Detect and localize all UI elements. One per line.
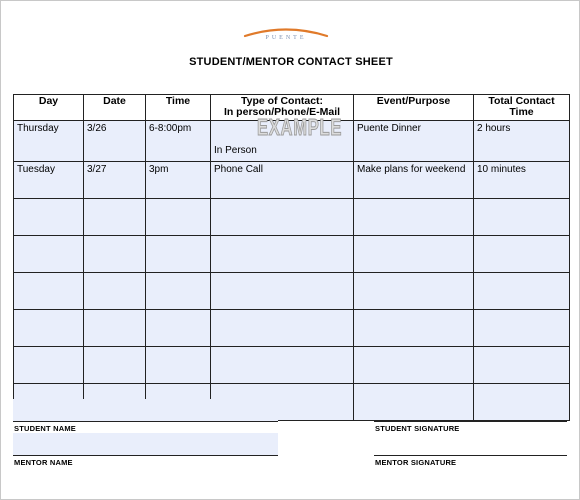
student-name-line xyxy=(13,421,278,422)
cell-time[interactable] xyxy=(146,347,211,384)
cell-time[interactable] xyxy=(146,199,211,236)
cell-total[interactable]: 10 minutes xyxy=(474,162,570,199)
cell-type[interactable] xyxy=(211,310,354,347)
cell-date[interactable]: 3/27 xyxy=(84,162,146,199)
cell-date[interactable] xyxy=(84,236,146,273)
header-total-line1: Total Contact xyxy=(488,95,555,107)
cell-total[interactable] xyxy=(474,347,570,384)
cell-total[interactable] xyxy=(474,236,570,273)
cell-type[interactable] xyxy=(211,273,354,310)
cell-event[interactable] xyxy=(354,199,474,236)
cell-day[interactable] xyxy=(14,273,84,310)
cell-total[interactable] xyxy=(474,384,570,421)
mentor-name-line xyxy=(13,455,278,456)
cell-total[interactable] xyxy=(474,199,570,236)
cell-type[interactable]: In Person xyxy=(211,121,354,162)
header-time: Time xyxy=(146,95,211,121)
cell-day[interactable] xyxy=(14,310,84,347)
table-row xyxy=(14,310,570,347)
mentor-signature-line[interactable] xyxy=(374,455,567,456)
table-row xyxy=(14,273,570,310)
header-date: Date xyxy=(84,95,146,121)
cell-time[interactable] xyxy=(146,273,211,310)
cell-date[interactable] xyxy=(84,199,146,236)
logo-text: PUENTE xyxy=(265,35,307,41)
cell-event[interactable] xyxy=(354,347,474,384)
cell-event[interactable]: Puente Dinner xyxy=(354,121,474,162)
cell-day[interactable] xyxy=(14,236,84,273)
student-name-field[interactable] xyxy=(13,399,278,421)
table-row xyxy=(14,121,570,162)
header-type-line1: Type of Contact: xyxy=(240,95,324,107)
student-signature-line[interactable] xyxy=(374,421,567,422)
table-row xyxy=(14,162,570,199)
header-day: Day xyxy=(14,95,84,121)
cell-day[interactable] xyxy=(14,199,84,236)
cell-type[interactable] xyxy=(211,347,354,384)
cell-time[interactable]: 3pm xyxy=(146,162,211,199)
cell-total[interactable] xyxy=(474,273,570,310)
cell-time[interactable]: 6-8:00pm xyxy=(146,121,211,162)
mentor-signature-label: MENTOR SIGNATURE xyxy=(375,458,457,467)
cell-date[interactable]: 3/26 xyxy=(84,121,146,162)
cell-day[interactable]: Thursday xyxy=(14,121,84,162)
header-type-of-contact xyxy=(211,95,354,121)
header-total-contact-time xyxy=(474,95,570,121)
cell-date[interactable] xyxy=(84,310,146,347)
header-total-line2: Time xyxy=(509,106,534,118)
page-title: STUDENT/MENTOR CONTACT SHEET xyxy=(189,56,393,68)
cell-type[interactable] xyxy=(211,199,354,236)
cell-event[interactable]: Make plans for weekend xyxy=(354,162,474,199)
cell-event[interactable] xyxy=(354,236,474,273)
cell-time[interactable] xyxy=(146,310,211,347)
cell-event[interactable] xyxy=(354,273,474,310)
cell-event[interactable] xyxy=(354,310,474,347)
table-row xyxy=(14,236,570,273)
header-type-line2: In person/Phone/E-Mail xyxy=(223,106,341,118)
cell-time[interactable] xyxy=(146,236,211,273)
contact-log-table xyxy=(13,94,570,421)
cell-type[interactable] xyxy=(211,236,354,273)
cell-date[interactable] xyxy=(84,273,146,310)
cell-date[interactable] xyxy=(84,347,146,384)
example-watermark: EXAMPLE xyxy=(257,114,343,140)
puente-logo xyxy=(241,25,331,47)
student-signature-label: STUDENT SIGNATURE xyxy=(375,424,460,433)
mentor-name-label: MENTOR NAME xyxy=(14,458,73,467)
cell-day[interactable] xyxy=(14,347,84,384)
cell-event[interactable] xyxy=(354,384,474,421)
cell-total[interactable]: 2 hours xyxy=(474,121,570,162)
student-name-label: STUDENT NAME xyxy=(14,424,76,433)
cell-total[interactable] xyxy=(474,310,570,347)
table-row xyxy=(14,347,570,384)
cell-type[interactable]: Phone Call xyxy=(211,162,354,199)
cell-day[interactable]: Tuesday xyxy=(14,162,84,199)
table-header-row xyxy=(14,95,570,121)
table-row xyxy=(14,199,570,236)
mentor-name-field[interactable] xyxy=(13,433,278,455)
header-event-purpose: Event/Purpose xyxy=(354,95,474,121)
